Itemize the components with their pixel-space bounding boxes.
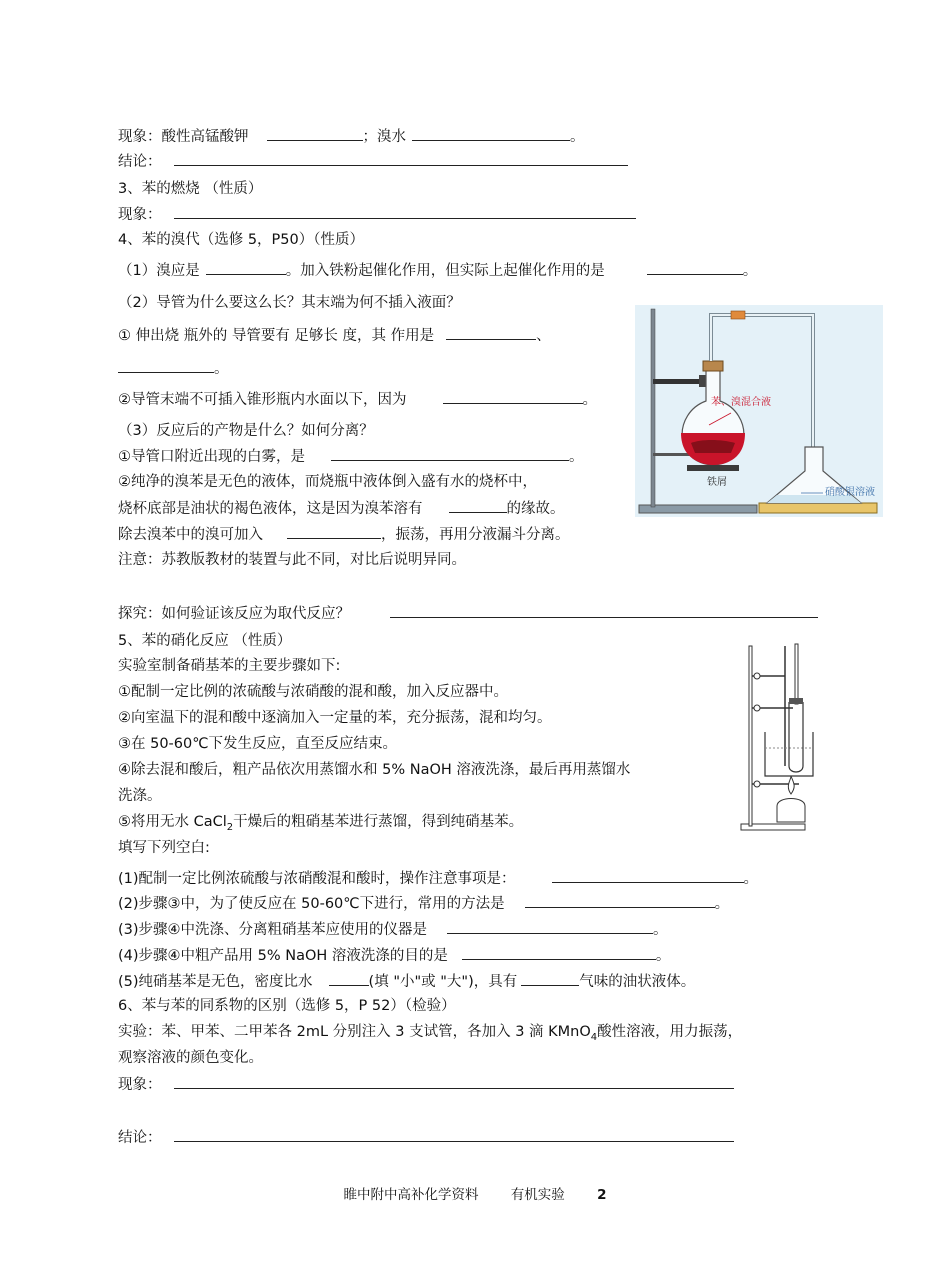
blank[interactable] (525, 893, 715, 908)
line-steps-intro: 实验室制备硝基苯的主要步骤如下: (118, 658, 341, 674)
stand-rod (651, 309, 655, 507)
section-6-heading: 6、苯与苯的同系物的区别（选修 5，P 52）（检验） (118, 998, 456, 1014)
question-4: (4)步骤④中粗产品用 5% NaOH 溶液洗涤的目的是 。 (118, 945, 670, 966)
blank[interactable] (521, 971, 579, 986)
line-phenomenon-3: 现象： (118, 1074, 734, 1095)
blank[interactable] (390, 603, 818, 618)
section-3-heading: 3、苯的燃烧 （性质） (118, 181, 263, 197)
blank[interactable] (446, 325, 536, 340)
step-4-cont: 洗涤。 (118, 788, 162, 804)
page-footer (0, 1183, 950, 1203)
blank[interactable] (118, 358, 214, 373)
page-number: 2 (597, 1187, 607, 1203)
line-note: 注意：苏教版教材的装置与此不同，对比后说明异同。 (118, 552, 466, 568)
step-2: ②向室温下的混和酸中逐滴加入一定量的苯，充分振荡，混和均匀。 (118, 710, 552, 726)
blank[interactable] (449, 498, 507, 513)
label-iron-filings: 铁屑 (707, 477, 727, 488)
line-q3-2-cont: 烧杯底部是油状的褐色液体，这是因为溴苯溶有 的缘故。 (118, 498, 565, 519)
line-experiment-cont: 观察溶液的颜色变化。 (118, 1050, 263, 1066)
stand-rod (749, 646, 752, 826)
line-q2-2: ②导管末端不可插入锥形瓶内水面以下，因为 。 (118, 389, 597, 410)
line-experiment: 实验：苯、甲苯、二甲苯各 2mL 分别注入 3 支试管，各加入 3 滴 KMnO$_4$酸性溶液，用力振荡， (118, 1024, 743, 1043)
tube-connector (731, 311, 745, 319)
blank[interactable] (174, 204, 636, 219)
line-remove-br: 除去溴苯中的溴可加入 ，振荡，再用分液漏斗分离。 (118, 524, 570, 545)
line-q3-2: ②纯净的溴苯是无色的液体，而烧瓶中液体倒入盛有水的烧杯中， (118, 474, 537, 490)
question-3: (3)步骤④中洗涤、分离粗硝基苯应使用的仪器是 。 (118, 919, 668, 940)
blank[interactable] (174, 1127, 734, 1142)
blank[interactable] (174, 1074, 734, 1089)
bromination-apparatus-figure (635, 305, 883, 517)
line-explore: 探究：如何验证该反应为取代反应？ (118, 603, 818, 624)
blank[interactable] (287, 524, 381, 539)
nitration-apparatus-figure (737, 636, 827, 836)
step-4: ④除去混和酸后，粗产品依次用蒸馏水和 5% NaOH 溶液洗涤，最后再用蒸馏水 (118, 762, 631, 778)
blank[interactable] (174, 151, 628, 166)
question-2: (2)步骤③中，为了使反应在 50-60℃下进行，常用的方法是 。 (118, 893, 729, 914)
stand-base (639, 505, 757, 513)
line-q2: （2）导管为什么要这么长？其末端为何不插入液面？ (118, 295, 461, 311)
footer-subject: 有机实验 (510, 1187, 565, 1203)
blank[interactable] (443, 389, 583, 404)
line-q2-1: ① 伸出烧 瓶外的 导管要有 足够长 度，其 作用是 、 (118, 325, 551, 346)
question-1: (1)配制一定比例浓硫酸与浓硝酸混和酸时，操作注意事项是： 。 (118, 868, 758, 889)
label-silver-nitrate: 硝酸银溶液 (825, 487, 875, 498)
section-5-heading: 5、苯的硝化反应 （性质） (118, 633, 292, 649)
label-mixture: 苯、溴混合液 (711, 397, 771, 408)
iron-filings (687, 465, 739, 471)
blank[interactable] (206, 260, 286, 275)
line-fill-intro: 填写下列空白: (118, 840, 210, 856)
step-5: ⑤将用无水 CaCl$_2$干燥后的粗硝基苯进行蒸馏，得到纯硝基苯。 (118, 814, 524, 833)
blank[interactable] (329, 971, 369, 986)
blank[interactable] (647, 260, 743, 275)
clamp (653, 379, 707, 384)
blank[interactable] (267, 126, 363, 141)
line-conclusion-3: 结论： (118, 1127, 734, 1148)
blank[interactable] (462, 945, 656, 960)
blank[interactable] (447, 919, 653, 934)
line-phenomenon-2: 现象： (118, 204, 636, 225)
stopper (703, 361, 723, 371)
line-conclusion-1: 结论： (118, 151, 628, 172)
condenser-tube (795, 644, 798, 704)
step-3: ③在 50-60℃下发生反应，直至反应结束。 (118, 736, 398, 752)
line-q3: （3）反应后的产物是什么？如何分离？ (118, 423, 374, 439)
line-phenomenon-kmno4: 现象：酸性高锰酸钾 ；溴水 。 (118, 126, 585, 147)
section-4-heading: 4、苯的溴代（选修 5，P50）（性质） (118, 232, 365, 248)
blank[interactable] (412, 126, 570, 141)
alcohol-lamp (777, 799, 805, 823)
footer-school: 睢中附中高补化学资料 (343, 1187, 479, 1203)
step-1: ①配制一定比例的浓硫酸与浓硝酸的混和酸，加入反应器中。 (118, 684, 508, 700)
question-5: (5)纯硝基苯是无色，密度比水 (填 "小"或 "大")，具有 气味的油状液体。 (118, 971, 695, 992)
line-q2-1-cont: 。 (118, 358, 229, 379)
blank[interactable] (552, 868, 744, 883)
blank[interactable] (331, 446, 569, 461)
line-q3-1: ①导管口附近出现的白雾，是 。 (118, 446, 584, 467)
line-q1: （1）溴应是 。加入铁粉起催化作用，但实际上起催化作用的是 。 (118, 260, 757, 281)
